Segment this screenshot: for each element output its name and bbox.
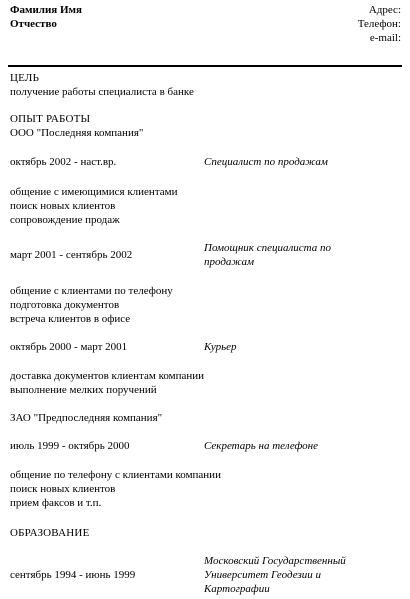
job-duties	[10, 284, 173, 326]
job-role: Помощник специалиста по продажам	[204, 242, 331, 268]
job-duties	[10, 369, 204, 397]
experience-title: ОПЫТ РАБОТЫ	[10, 113, 91, 125]
contact-address-label: Адрес:	[368, 4, 401, 16]
duty-item: общение с имеющимися клиентами	[10, 186, 178, 198]
duty-item: общение с клиентами по телефону	[10, 285, 173, 297]
education-dates: сентябрь 1994 - июнь 1999	[10, 569, 136, 581]
job-role: Секретарь на телефоне	[204, 440, 318, 452]
duty-item: доставка документов клиентам компании	[10, 370, 205, 382]
duty-item: поиск новых клиентов	[10, 483, 116, 495]
job-role: Специалист по продажам	[204, 156, 328, 168]
job-duties	[10, 468, 221, 510]
job-dates: март 2001 - сентябрь 2002	[10, 249, 133, 261]
duty-item: прием факсов и т.п.	[10, 497, 102, 509]
education-title: ОБРАЗОВАНИЕ	[10, 527, 90, 539]
job-role: Курьер	[204, 341, 237, 353]
company-name: ЗАО "Предпоследняя компания"	[10, 412, 163, 424]
job-dates: октябрь 2002 - наст.вр.	[10, 156, 117, 168]
duty-item: встреча клиентов в офисе	[10, 313, 131, 325]
education-institution: Московский Государственный Университет Геодезии и Картографии	[204, 555, 346, 595]
header-divider	[8, 65, 402, 67]
objective-title: ЦЕЛЬ	[10, 72, 40, 84]
resume-name	[10, 3, 82, 31]
duty-item: общение по телефону с клиентами компании	[10, 469, 221, 481]
objective-text: получение работы специалиста в банке	[10, 86, 194, 98]
contact-email-label: e-mail:	[369, 32, 401, 44]
company-name: ООО "Последняя компания"	[10, 127, 144, 139]
job-dates: октябрь 2000 - март 2001	[10, 341, 128, 353]
contact-phone-label: Телефон:	[357, 18, 401, 30]
job-duties	[10, 185, 178, 227]
contact-block	[358, 3, 401, 45]
job-dates: июль 1999 - октябрь 2000	[10, 440, 130, 452]
duty-item: подготовка документов	[10, 299, 120, 311]
duty-item: сопровождение продаж	[10, 214, 120, 226]
name-line-2: Отчество	[10, 18, 57, 30]
duty-item: выполнение мелких поручений	[10, 384, 157, 396]
name-line-1: Фамилия Имя	[10, 4, 82, 16]
duty-item: поиск новых клиентов	[10, 200, 116, 212]
